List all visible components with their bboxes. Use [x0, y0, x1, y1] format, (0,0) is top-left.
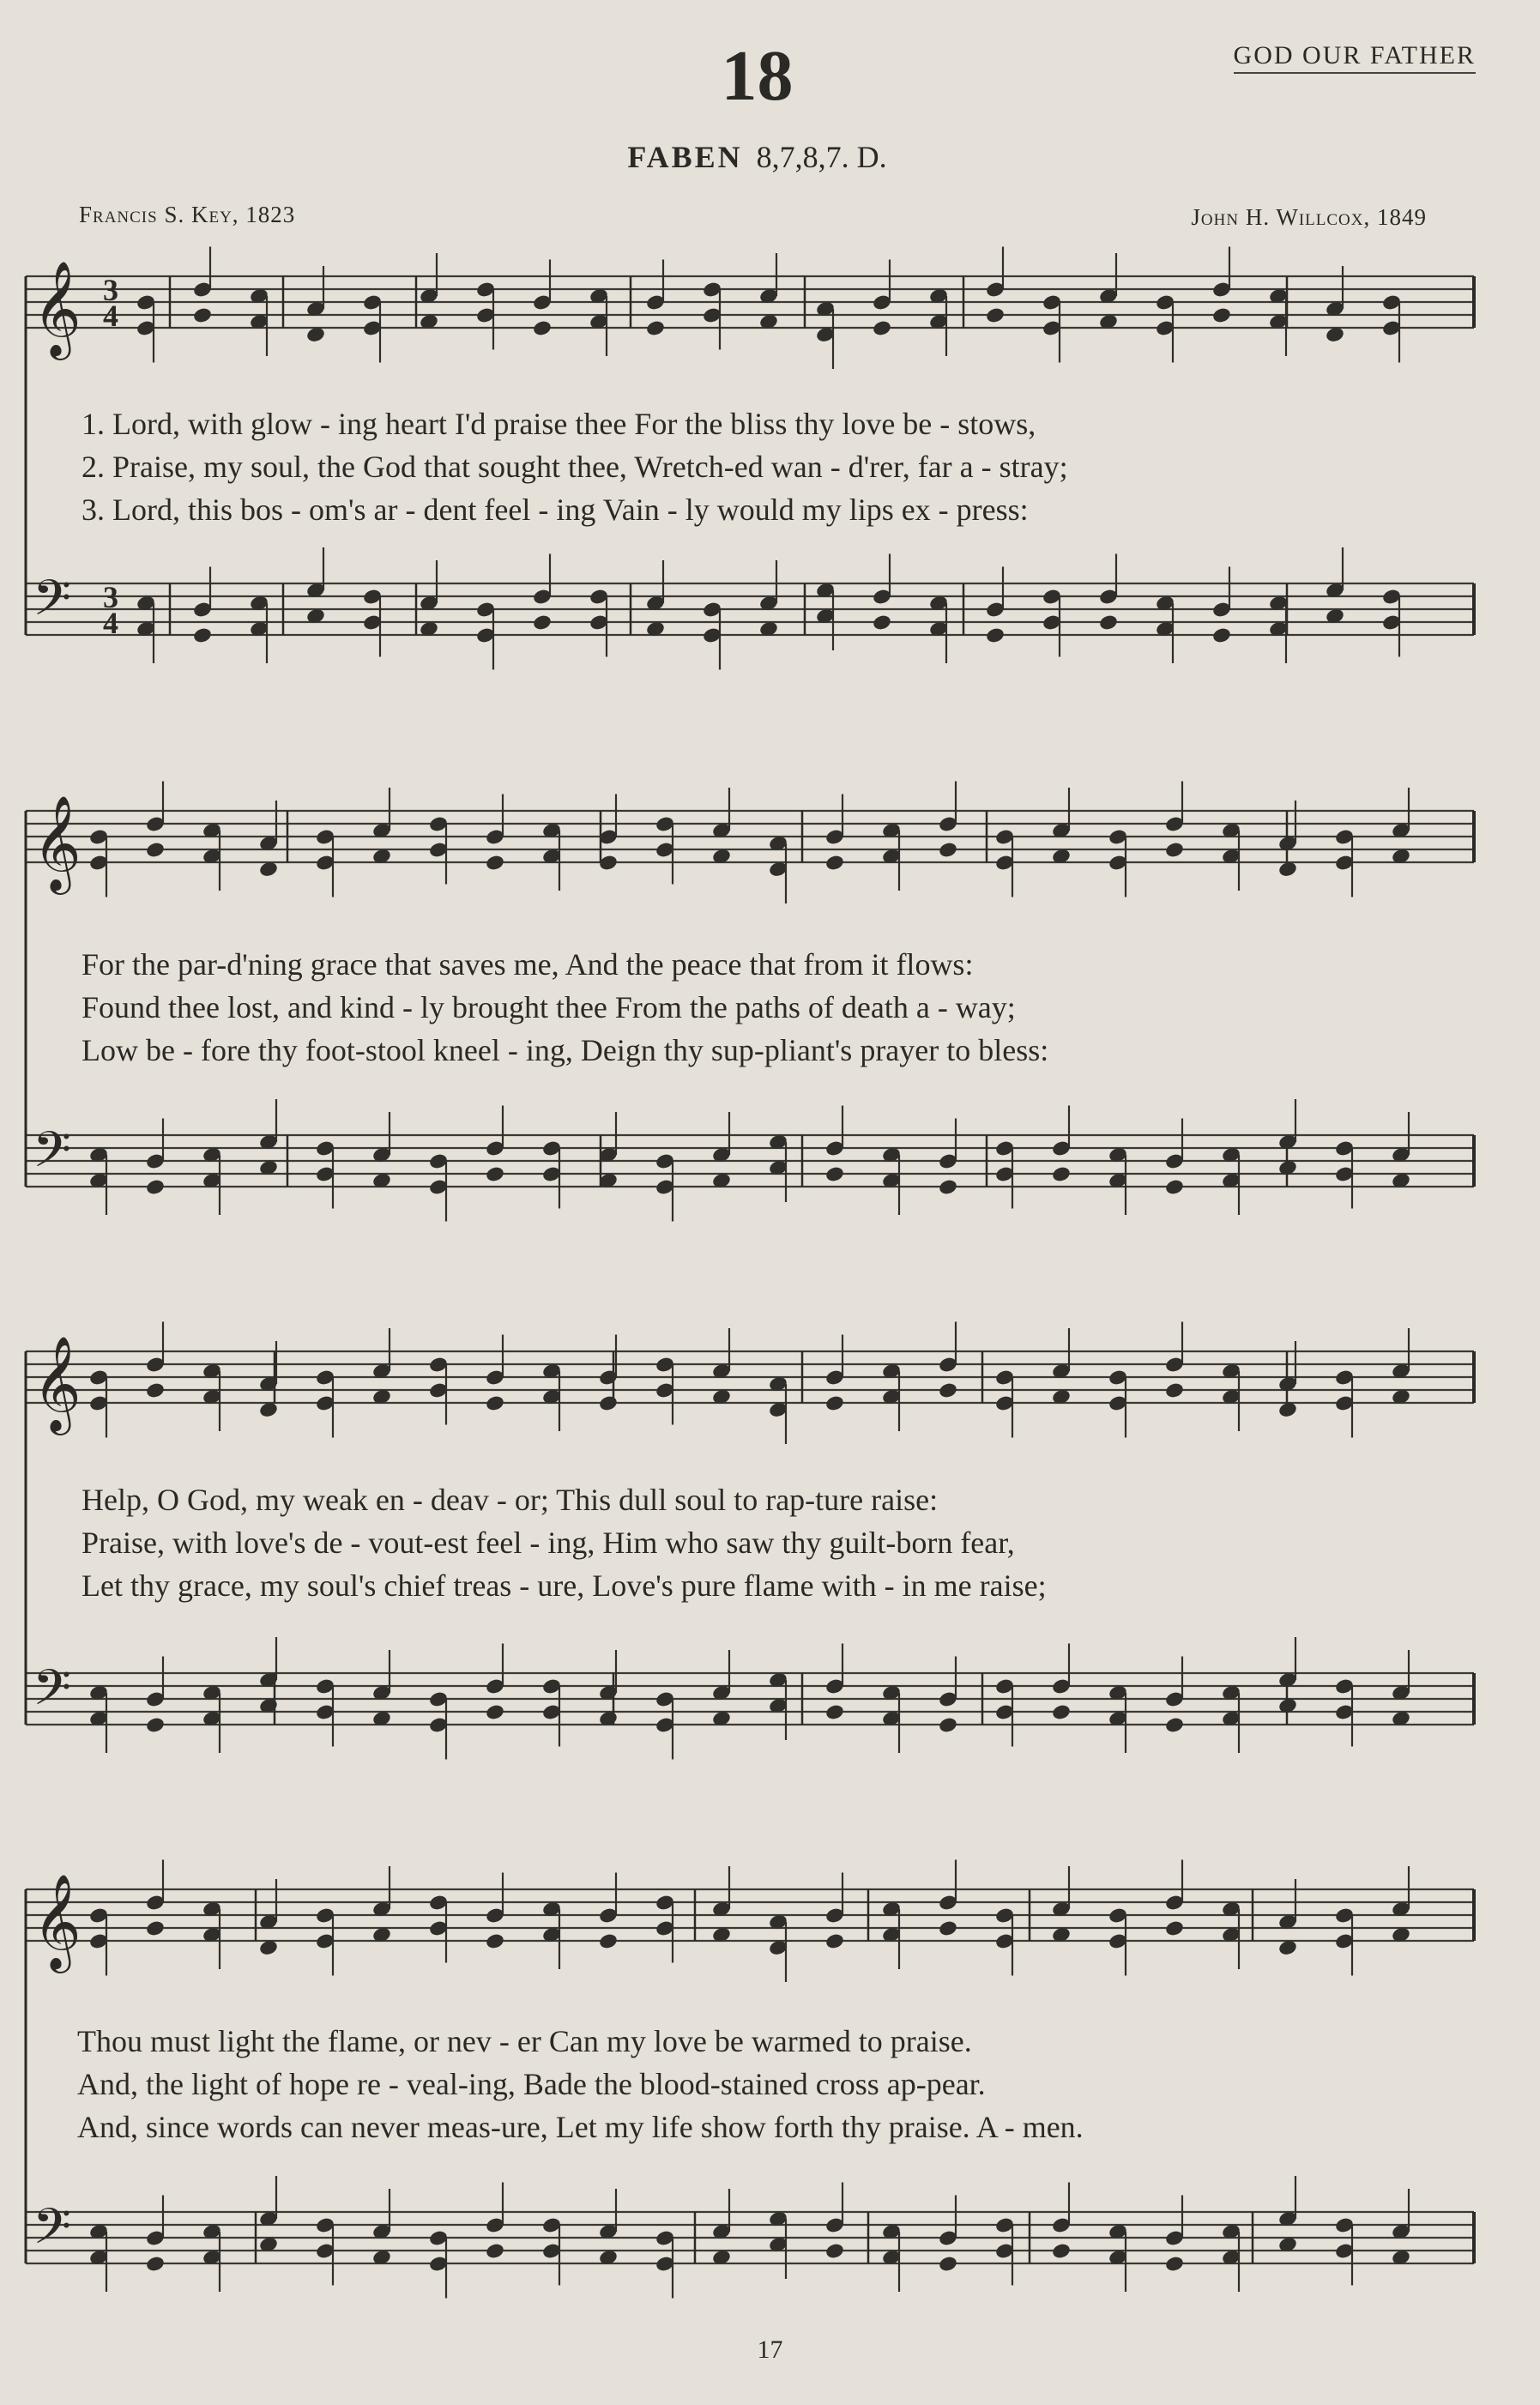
bass-notehead	[532, 613, 553, 631]
verse-line: For the par-d'ning grace that saves me, And the peace that from it flows:	[82, 947, 974, 982]
verse-line: Let thy grace, my soul's chief treas - ure, Love's pure flame with - in me raise;	[82, 1568, 1047, 1603]
bass-notehead	[872, 613, 892, 631]
verse-line: Help, O God, my weak en - deav - or; This dull soul to rap-ture raise:	[82, 1483, 939, 1517]
bass-clef-icon: 𝄢	[33, 1121, 72, 1191]
treble-notehead	[938, 1919, 958, 1937]
page-number: 17	[757, 2336, 783, 2364]
verse-line: And, the light of hope re - veal-ing, Bade the blood-stained cross ap-pear.	[77, 2067, 986, 2101]
tune-meter: 8,7,8,7. D.	[756, 140, 887, 174]
time-signature-top: 3	[103, 273, 118, 307]
bass-notehead	[485, 2242, 505, 2260]
bass-notehead	[1051, 2242, 1072, 2260]
bass-notehead	[985, 626, 1006, 644]
bass-notehead	[1164, 1178, 1185, 1196]
bass-notehead	[1164, 1716, 1185, 1734]
bass-notehead	[824, 1165, 845, 1183]
bass-notehead	[145, 1716, 166, 1734]
verse-line: Thou must light the flame, or nev - er Can my love be warmed to praise.	[77, 2024, 972, 2058]
bass-notehead	[1098, 613, 1119, 631]
treble-notehead	[145, 841, 166, 859]
hymn-number: 18	[721, 36, 794, 116]
treble-notehead	[872, 319, 892, 337]
verse-line: Low be - fore thy foot-stool kneel - ing, Deign thy sup-pliant's prayer to bless:	[82, 1033, 1049, 1067]
bass-notehead	[1164, 2255, 1185, 2273]
bass-notehead	[1051, 1165, 1072, 1183]
treble-notehead	[938, 1381, 958, 1399]
tune-heading	[0, 139, 1514, 175]
treble-clef-icon: 𝄞	[33, 795, 82, 891]
treble-notehead	[485, 1394, 505, 1412]
verse-line: 2. Praise, my soul, the God that sought thee, Wretch-ed wan - d'rer, far a - stray;	[82, 450, 1068, 484]
author-credit: Francis S. Key, 1823	[79, 202, 296, 227]
bass-notehead	[485, 1165, 505, 1183]
verse-line: Found thee lost, and kind - ly brought thee From the paths of death a - way;	[82, 990, 1016, 1024]
treble-notehead	[145, 1919, 166, 1937]
section-title: GOD OUR FATHER	[1234, 41, 1476, 74]
time-signature-bottom: 4	[103, 299, 118, 333]
treble-notehead	[598, 1932, 619, 1950]
treble-notehead	[645, 319, 666, 337]
verse-line: 1. Lord, with glow - ing heart I'd praise thee For the bliss thy love be - stows,	[82, 407, 1036, 441]
treble-notehead	[598, 1394, 619, 1412]
bass-notehead	[938, 2255, 958, 2273]
treble-notehead	[485, 1932, 505, 1950]
composer-credit: John H. Willcox, 1849	[1191, 204, 1427, 230]
treble-notehead	[1164, 841, 1185, 859]
treble-clef-icon: 𝄞	[33, 260, 82, 356]
treble-notehead	[1164, 1381, 1185, 1399]
treble-notehead	[1164, 1919, 1185, 1937]
bass-notehead	[1051, 1703, 1072, 1721]
treble-notehead	[192, 306, 213, 324]
bass-clef-icon: 𝄢	[33, 2197, 72, 2268]
treble-clef-icon: 𝄞	[33, 1335, 82, 1431]
treble-notehead	[824, 1394, 845, 1412]
bass-notehead	[145, 2255, 166, 2273]
verse-line: And, since words can never meas-ure, Let my life show forth thy praise. A - men.	[77, 2110, 1084, 2144]
treble-notehead	[1211, 306, 1232, 324]
verse-line: Praise, with love's de - vout-est feel - ing, Him who saw thy guilt-born fear,	[82, 1526, 1015, 1560]
bass-clef-icon: 𝄢	[33, 569, 72, 639]
bass-notehead	[192, 626, 213, 644]
time-signature-bottom: 4	[103, 606, 118, 640]
bass-notehead	[938, 1716, 958, 1734]
time-signature-top: 3	[103, 580, 118, 614]
treble-clef-icon: 𝄞	[33, 1873, 82, 1969]
treble-notehead	[485, 854, 505, 872]
treble-notehead	[532, 319, 553, 337]
treble-notehead	[824, 1932, 845, 1950]
treble-notehead	[938, 841, 958, 859]
treble-notehead	[985, 306, 1006, 324]
bass-notehead	[824, 2242, 845, 2260]
bass-notehead	[938, 1178, 958, 1196]
bass-notehead	[1211, 626, 1232, 644]
bass-notehead	[485, 1703, 505, 1721]
treble-notehead	[824, 854, 845, 872]
bass-clef-icon: 𝄢	[33, 1659, 72, 1729]
verse-line: 3. Lord, this bos - om's ar - dent feel - ing Vain - ly would my lips ex - press:	[82, 492, 1029, 527]
treble-notehead	[145, 1381, 166, 1399]
bass-notehead	[824, 1703, 845, 1721]
tune-name: FABEN	[627, 140, 743, 174]
bass-notehead	[145, 1178, 166, 1196]
